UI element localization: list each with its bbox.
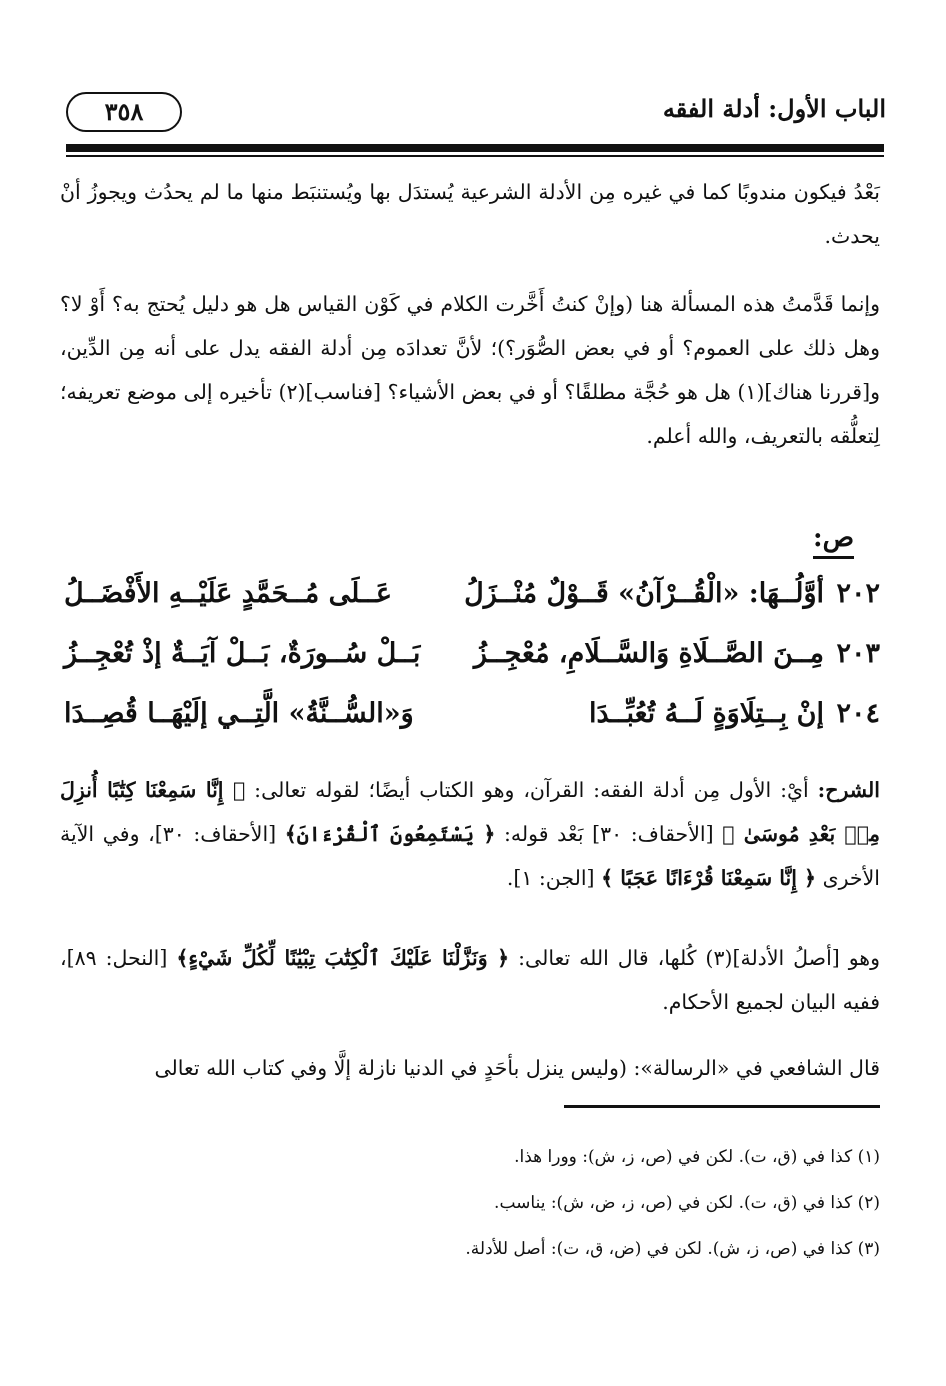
quran-quote: ﴿ يَسْتَمِعُونَ ٱلْقُرْءَانَ﴾ (284, 822, 496, 846)
page-number-badge: ٣٥٨ (66, 92, 182, 132)
commentary-text: [الأحقاف: ٣٠] بَعْد قوله: (495, 822, 723, 846)
verse-second-hemistich: عَــلَى مُــحَمَّدٍ عَلَيْــهِ الأَفْضَــلُ (64, 578, 393, 609)
paragraph-5: قال الشافعي في «الرسالة»: (وليس ينزل بأحَدٍ في الدنيا نازلة إلَّا وفي كتاب الله تعالى (154, 1056, 880, 1080)
paragraph-4 (60, 936, 880, 1024)
quran-quote: ﴿ إِنَّا سَمِعْنَا كِتَٰبًا أُنزِلَ مِنۢ بَعْدِ مُوسَىٰ ﴾ (60, 778, 880, 846)
commentary-label: الشرح: (817, 778, 880, 802)
quran-quote: ﴿ وَنَزَّلْنَا عَلَيْكَ ٱلْكِتَٰبَ تِبْيَٰنًا لِّكُلِّ شَيْءٍ﴾ (176, 946, 510, 970)
page-header (66, 92, 886, 138)
verse-second-hemistich: بَــلْ سُــورَةٌ، بَــلْ آيَــةٌ إذْ تُعْجِــزُ (64, 638, 421, 669)
commentary-paragraph (60, 768, 880, 900)
verse-second-hemistich: وَ«السُّــنَّةُ» الَّتِــي إلَيْهَــا قُصِــدَا (64, 698, 414, 729)
verse-number: ٢٠٢ (836, 578, 880, 609)
footnotes (60, 1134, 880, 1272)
section-marker: ص: (813, 520, 854, 559)
paragraph-1: بَعْدُ فيكون مندوبًا كما في غيره مِن الأدلة الشرعية يُستدَل بها ويُستنبَط منها ما لم يحدُث ويجوزُ أنْ يحدث. (60, 180, 880, 248)
paragraph-text: [النحل: ٨٩]، ففيه البيان لجميع الأحكام. (60, 946, 880, 1014)
commentary-text: [الأحقاف: ٣٠]، وفي الآية الأخرى (60, 822, 880, 890)
verse-number: ٢٠٤ (836, 698, 880, 729)
verse-row (60, 632, 880, 692)
verse-number: ٢٠٣ (836, 638, 880, 669)
header-rule (66, 144, 884, 152)
paragraph-2: وإنما قَدَّمتُ هذه المسألة هنا (وإنْ كنتُ أَخَّرت الكلام في كَوْن القياس هل هو دليل يُحتج به؟ أَوْ لا؟ وهل ذلك على العموم؟ أو في بعض الصُّوَر؟)؛ لأنَّ تعدادَه مِن أدلة الفقه يدل على أنه مِن الدِّين، و[قررنا هناك](١) هل هو حُجَّة مطلقًا؟ أو في بعض الأشياء؟ [فناسب](٢) تأخيره إلى موضع تعريفه؛ لِتعلُّقه بالتعريف، والله أعلم. (60, 292, 880, 448)
chapter-title: الباب الأول: أدلة الفقه (662, 94, 886, 123)
footnote: (٣) كذا في (ص، ز، ش). لكن في (ض، ق، ت): أصل للأدلة. (465, 1239, 880, 1259)
commentary-text: أيْ: الأول مِن أدلة الفقه: القرآن، وهو الكتاب أيضًا؛ لقوله تعالى: (245, 778, 818, 802)
quran-quote: ﴿ إِنَّا سَمِعْنَا قُرْءَانًا عَجَبًا ﴾ (601, 866, 817, 890)
commentary-text: [الجن: ١]. (506, 866, 602, 890)
verse-row (60, 572, 880, 632)
footnote-rule (564, 1105, 880, 1108)
footnote: (١) كذا في (ق، ت). لكن في (ص، ز، ش): وورا هذا. (514, 1147, 880, 1167)
verse-block (60, 572, 880, 752)
header-rule-thin (66, 155, 884, 157)
verse-first-hemistich: إنْ بِــتِلَاوَةٍ لَــهُ تُعُبِّــدَا (588, 698, 824, 729)
footnote: (٢) كذا في (ق، ت). لكن في (ص، ز، ض، ش): يناسب. (494, 1193, 880, 1213)
paragraph-text: وهو [أصلُ الأدلة](٣) كُلها، قال الله تعالى: (509, 946, 880, 970)
verse-first-hemistich: أوَّلُــهَا: «الْقُــرْآنُ» قَــوْلٌ مُنْــزَلُ (464, 578, 824, 609)
verse-first-hemistich: مِــنَ الصَّــلَاةِ وَالسَّــلَامِ، مُعْجِــزُ (473, 638, 824, 669)
verse-row (60, 692, 880, 752)
